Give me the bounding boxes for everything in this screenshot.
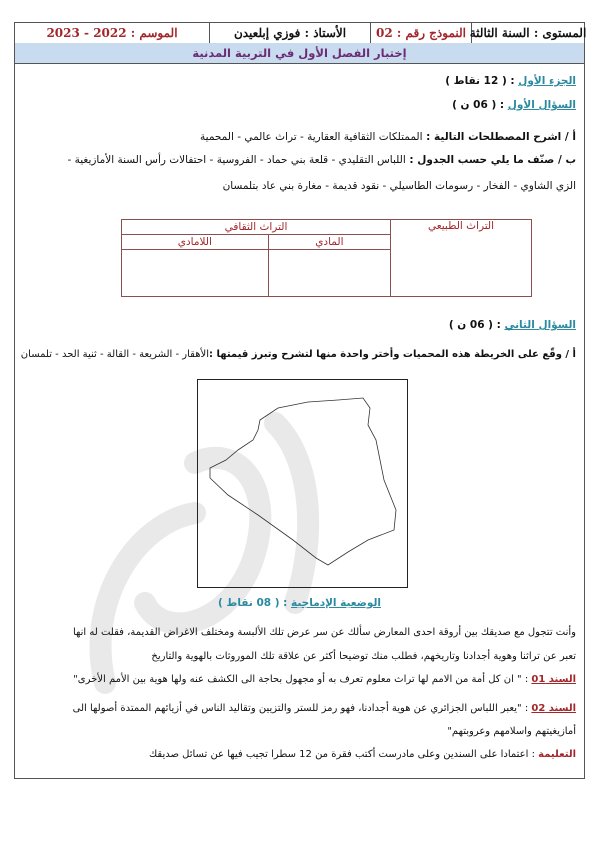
teacher: الأستاذ : فوزي إبلعيدن bbox=[209, 23, 370, 43]
season: الموسم : 2022 - 2023 bbox=[46, 26, 178, 40]
q1-part-b: ب / صنّف ما يلي حسب الجدول : اللباس التقليدي - قلعة بني حماد - الفروسية - احتفالات رأس السنة الأمازيغية - bbox=[67, 154, 576, 166]
document-01: السند 01 : " ان كل أمة من الامم لها تراث معلوم تعرف به أو مجهول بحاجة الى الكشف عنه ولها هوية بين الأمم الأخرى" bbox=[73, 674, 576, 685]
part1-heading: الجزء الأول : ( 12 نقاط ) bbox=[445, 75, 576, 87]
q1-part-a: أ / اشرح المصطلحات التالية : الممتلكات الثقافية العقارية - تراث عالمي - المحمية bbox=[200, 131, 576, 143]
cultural-heritage-header: التراث الثقافي bbox=[122, 220, 391, 235]
algeria-map bbox=[197, 379, 408, 588]
q1-heading: السؤال الأول : ( 06 ن ) bbox=[452, 99, 576, 111]
natural-heritage-header: التراث الطبيعي bbox=[391, 220, 532, 297]
immaterial-header: اللامادي bbox=[122, 235, 269, 250]
document-02-cont: أمازيغيتهم واسلامهم وعروبتهم" bbox=[447, 726, 576, 737]
q1-part-b-items: الزي الشاوي - الفخار - رسومات الطاسيلي - نقود قديمة - مغارة بني عاد بتلمسان bbox=[222, 180, 576, 192]
material-header: المادي bbox=[268, 235, 390, 250]
q2-heading: السؤال الثاني : ( 06 ن ) bbox=[448, 319, 576, 331]
level: المستوى : السنة الثالثة bbox=[471, 23, 584, 43]
situation-text-2: تعبر عن تراثنا وهوية أجدادنا وتاريخهم، فطلب منك توضيحا أكثر عن علاقة تلك الموروثات بالهوية والتاريخ bbox=[151, 651, 576, 662]
integration-heading: الوضعية الإدماجية : ( 08 نقاط ) bbox=[217, 597, 382, 609]
immaterial-cell[interactable] bbox=[122, 250, 269, 297]
header-row bbox=[15, 23, 587, 44]
situation-text-1: وأنت تتجول مع صديقك بين أروقة احدى المعارض سألك عن سر عرض تلك الألبسة ومختلف الاغراض القديمة، فقلت له انها bbox=[72, 627, 576, 638]
material-cell[interactable] bbox=[268, 250, 390, 297]
model-number: النموذج رقم : 02 bbox=[370, 23, 471, 43]
instruction: التعليمة : اعتمادا على السندين وعلى مادرست أكتب فقرة من 12 سطرا تجيب فيها عن تسائل صديقك bbox=[148, 749, 576, 760]
exam-title: إختبار الفصل الأول في التربية المدنية bbox=[15, 43, 584, 64]
exam-sheet bbox=[14, 22, 585, 779]
q2-prompt: أ / وقّع على الخريطة هذه المحميات وأختر واحدة منها لتشرح وتبرز قيمتها :الأهقار - الشريعة - القالة - ثنية الحد - تلمسان bbox=[20, 349, 576, 360]
classification-table bbox=[121, 219, 532, 297]
algeria-outline-icon bbox=[198, 380, 406, 586]
document-02: السند 02 : "يعبر اللباس الجزائري عن هوية أجدادنا، فهو رمز للستر والتزيين وتقاليد الناس في أزيائهم الممتدة أصولها الى bbox=[72, 703, 576, 714]
